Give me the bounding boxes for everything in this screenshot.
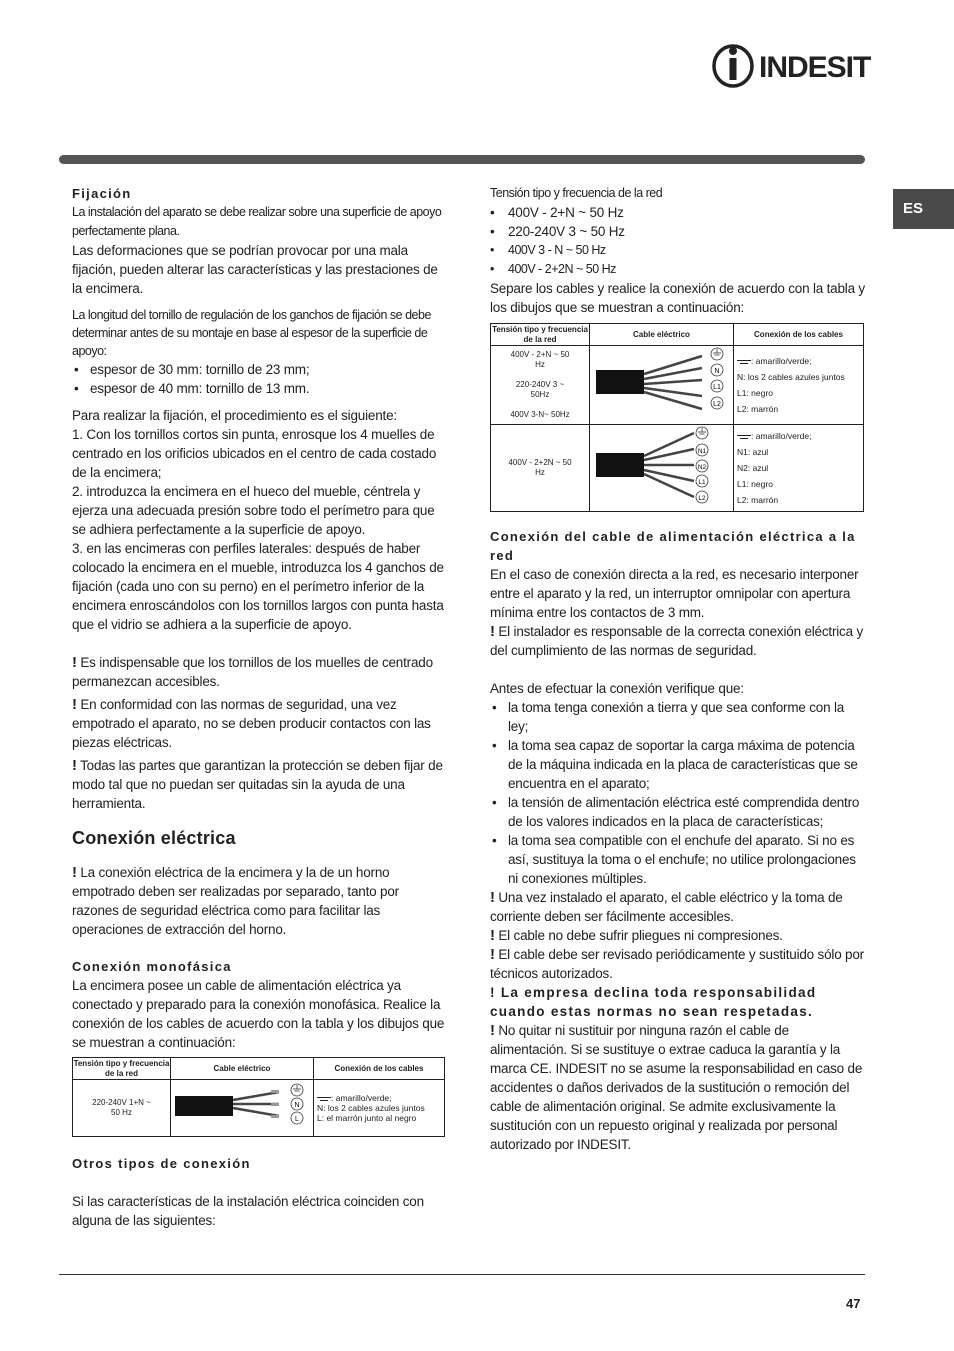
list-item: • 400V - 2+N ~ 50 Hz [490,203,865,222]
table-header: Tensión tipo y frecuencia de la red [492,324,588,344]
list-item: • 220-240V 3 ~ 50 Hz [490,222,865,241]
cable-diagram-cell [590,425,734,512]
list-item: • espesor de 30 mm: tornillo de 23 mm; [72,360,447,379]
fijacion-p3: La longitud del tornillo de regulación de los ganchos de fijación se debe determinar antes de su montaje en base al espesor de la superficie de apoyo: [72,308,431,358]
fijacion-p1: La instalación del aparato se debe realizar sobre una superficie de apoyo perfectamente plana. [72,205,442,238]
multi-connection-table [490,323,864,512]
separe-p: Separe los cables y realice la conexión de acuerdo con la tabla y los dibujos que se muestran a continuación: [490,281,865,315]
warning-5: ! El cable no debe sufrir pliegues ni compresiones. [490,927,783,944]
page-number: 47 [846,1296,861,1311]
list-item: • 400V - 2+2N ~ 50 Hz [490,260,865,279]
terminal-label: L1 [713,384,721,391]
step-1: 1. Con los tornillos cortos sin punta, enrosque los 4 muelles de centrado en los orificios ubicados en el centro de cada costado de la encimera; [72,427,437,480]
cable-diagram-4wire [590,346,733,421]
connection-cell: : amarillo/verde; N1: azul N2: azul L1: negro L2: marrón [734,425,864,512]
terminal-label: L [295,1116,299,1123]
voltage-cell: 220-240V 1+N ~ 50 Hz [73,1080,171,1137]
footer-rule [59,1274,865,1275]
indesit-logo [711,40,871,88]
connection-cell: : amarillo/verde; N: los 2 cables azules juntos L: el marrón junto al negro [314,1080,445,1137]
terminal-label: L2 [713,401,721,408]
verify-p: Antes de efectuar la conexión verifique que: [490,681,744,696]
table-header: Conexión de los cables [734,324,864,346]
list-item: • espesor de 40 mm: tornillo de 13 mm. [72,379,447,398]
right-column [490,184,865,1154]
terminal-label: N [714,368,720,375]
warning-8: ! No quitar ni sustituir por ninguna razón el cable de alimentación. Si se sustituye o extrae caduca la garantía y la marca CE. INDESIT no se asume la responsabilidad en caso de accidentes o daños derivados de la sustitución o remoción del cable de alimentación original. Se admite exclusivamente la sustitución con un repuesto original y realizada por personal autorizado por INDESIT. [490,1022,863,1152]
conexion-p1: ! La conexión eléctrica de la encimera y la de un horno empotrado deben ser realizadas por separado, tanto por razones de seguridad eléctrica como para facilitar las operaciones de extracción del horno. [72,864,399,937]
otros-title: Otros tipos de conexión [72,1156,251,1171]
cable-title: Conexión del cable de alimentación eléctrica a la red [490,529,856,563]
voltage-list [490,203,865,279]
cable-diagram-cell [171,1080,314,1137]
warning-4: ! Una vez instalado el aparato, el cable eléctrico y la toma de corriente deben ser fácilmente accesibles. [490,889,843,924]
terminal-label: N1 [697,448,707,455]
warning-6: ! El cable debe ser revisado periódicamente y sustituido sólo por técnicos autorizados. [490,946,864,981]
table-header: Tensión tipo y frecuencia de la red [73,1058,170,1078]
cable-diagram-cell [590,346,734,425]
list-item: • la toma tenga conexión a tierra y que sea conforme con la ley; [490,698,865,736]
fijacion-p2: Las deformaciones que se podrían provocar por una mala fijación, pueden alterar las características y las prestaciones de la encimera. [72,243,438,296]
cable-diagram-5wire [590,425,733,508]
table-header: Cable eléctrico [590,324,734,346]
ground-icon [737,358,751,366]
terminal-label: L1 [698,479,706,486]
language-tab: ES [893,189,954,229]
voltage-cell: 400V - 2+N ~ 50 Hz 220-240V 3 ~ 50Hz 400V 3-N~ 50Hz [491,346,590,425]
tension-label: Tensión tipo y frecuencia de la red [490,186,663,200]
terminal-label: N [294,1102,300,1109]
fijacion-title: Fijación [72,186,132,201]
brand-name: INDESIT [759,51,871,84]
ground-icon [737,433,751,441]
list-item: • la tensión de alimentación eléctrica esté comprendida dentro de los valores indicados en la placa de características; [490,793,865,831]
terminal-label: L2 [698,495,706,502]
table-header: Conexión de los cables [314,1058,445,1080]
connection-cell: : amarillo/verde; N: los 2 cables azules juntos L1: negro L2: marrón [734,346,864,425]
ground-icon [317,1095,331,1103]
cable-warning: ! El instalador es responsable de la correcta conexión eléctrica y del cumplimiento de las normas de seguridad. [490,623,864,658]
list-item: • la toma sea capaz de soportar la carga máxima de potencia de la máquina indicada en la placa de características que se encuentra en el aparato; [490,736,865,793]
warning-7: ! La empresa declina toda responsabilidad cuando estas normas no sean respetadas. [490,985,817,1019]
warning-2: ! En conformidad con las normas de seguridad, una vez empotrado el aparato, no se deben producir contactos con las piezas eléctricas. [72,696,431,750]
left-column [72,184,447,1230]
screw-list [72,360,447,398]
list-item: • 400V 3 - N ~ 50 Hz [490,241,865,260]
cable-diagram [171,1080,313,1133]
fijacion-p4: Para realizar la fijación, el procedimiento es el siguiente: [72,408,397,423]
conexion-title: Conexión eléctrica [72,828,236,848]
monofasica-title: Conexión monofásica [72,959,232,974]
step-3: 3. en las encimeras con perfiles laterales: después de haber colocado la encimera en el mueble, introduzca los 4 ganchos de fijación (cada uno con su perno) en el perímetro inferior de la encimera enroscándolos con los tornillos largos con punta hasta que el vidrio se adhiera a la superficie de apoyo. [72,541,444,632]
voltage-cell: 400V - 2+2N ~ 50 Hz [491,425,590,512]
cable-p1: En el caso de conexión directa a la red, es necesario interponer entre el aparato y la red, un interruptor omnipolar con apertura mínima entre los contactos de 3 mm. [490,567,859,620]
list-item: • la toma sea compatible con el enchufe del aparato. Si no es así, sustituya la toma o el enchufe; no utilice prolongaciones ni conexiones múltiples. [490,831,865,888]
terminal-label: N2 [697,464,707,471]
otros-p: Si las características de la instalación eléctrica coinciden con alguna de las siguientes: [72,1194,424,1228]
warning-3: ! Todas las partes que garantizan la protección se deben fijar de modo tal que no puedan ser quitadas sin la ayuda de una herramienta. [72,757,443,811]
verify-list [490,698,865,888]
step-2: 2. introduzca la encimera en el hueco del mueble, céntrela y ejerza una adecuada presión sobre todo el perímetro para que se adhiera perfectamente a la superficie de apoyo. [72,484,435,537]
monofasica-p: La encimera posee un cable de alimentación eléctrica ya conectado y preparado para la conexión monofásica. Realice la conexión de los cables de acuerdo con la tabla y los dibujos que se muestran a continuación: [72,978,445,1050]
warning-1: ! Es indispensable que los tornillos de los muelles de centrado permanezcan accesibles. [72,654,433,689]
mono-connection-table [72,1057,445,1137]
table-header: Cable eléctrico [171,1058,314,1080]
header-rule [59,155,865,164]
